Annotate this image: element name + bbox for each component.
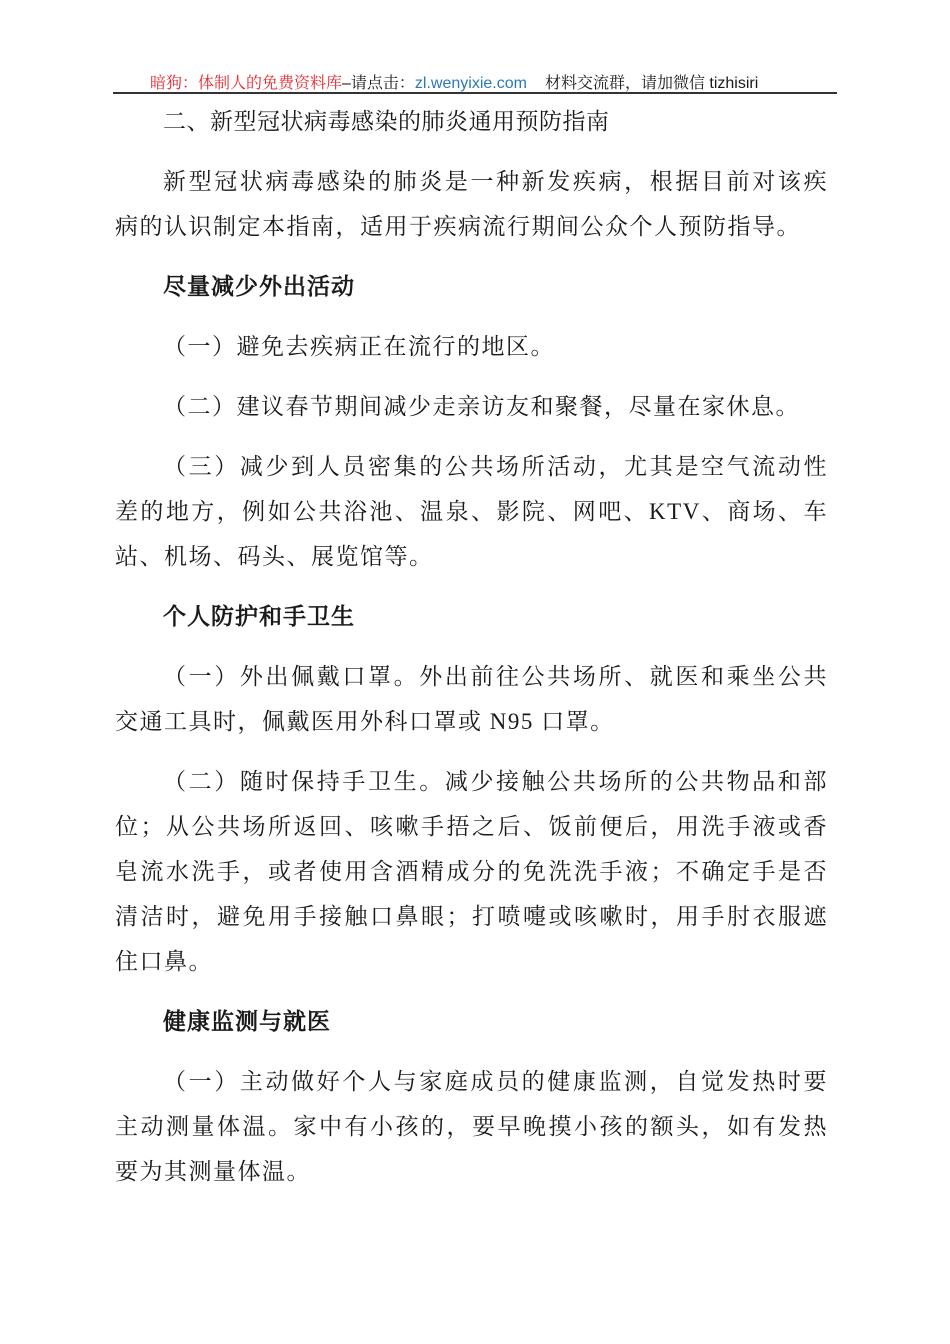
text-line: 皂流水洗手，或者使用含酒精成分的免洗洗手液；不确定手是否	[115, 859, 828, 884]
text-line: 交通工具时，佩戴医用外科口罩或 N95 口罩。	[115, 709, 615, 734]
text-line: （二）建议春节期间减少走亲访友和聚餐，尽量在家休息。	[163, 394, 800, 419]
text-line: 新型冠状病毒感染的肺炎是一种新发疾病，根据目前对该疾	[163, 169, 828, 194]
text-line: 要为其测量体温。	[115, 1159, 311, 1184]
section-title	[115, 99, 828, 144]
section-heading	[115, 594, 828, 639]
text-line: （一）主动做好个人与家庭成员的健康监测，自觉发热时要	[163, 1069, 828, 1094]
paragraph	[115, 384, 828, 429]
text-line: 位；从公共场所返回、咳嗽手捂之后、饭前便后，用洗手液或香	[115, 814, 828, 839]
text-line: 站、机场、码头、展览馆等。	[115, 544, 434, 569]
header-brand: 暗狗：体制人的免费资料库	[150, 75, 343, 92]
paragraph	[115, 654, 828, 744]
paragraph	[115, 1059, 828, 1194]
text-line: 清洁时，避免用手接触口鼻眼；打喷嚏或咳嗽时，用手肘衣服遮	[115, 904, 828, 929]
text-line: 尽量减少外出活动	[163, 274, 355, 299]
paragraph	[115, 159, 828, 249]
text-line: 二、新型冠状病毒感染的肺炎通用预防指南	[163, 108, 610, 134]
text-line: 病的认识制定本指南，适用于疾病流行期间公众个人预防指导。	[115, 214, 801, 239]
text-line: （三）减少到人员密集的公共场所活动，尤其是空气流动性	[163, 454, 828, 479]
text-line: 住口鼻。	[115, 949, 213, 974]
text-line: （二）随时保持手卫生。减少接触公共场所的公共物品和部	[163, 769, 828, 794]
paragraph	[115, 444, 828, 579]
header-link[interactable]: zl.wenyixie.com	[414, 75, 527, 92]
text-line: 主动测量体温。家中有小孩的，要早晚摸小孩的额头，如有发热	[115, 1114, 828, 1139]
header-wechat: 材料交流群，请加微信 tizhisiri	[544, 75, 759, 92]
page-header	[150, 70, 758, 93]
document-body	[115, 99, 828, 1194]
text-line: 健康监测与就医	[163, 1009, 331, 1034]
text-line: 个人防护和手卫生	[163, 604, 355, 629]
section-heading	[115, 999, 828, 1044]
header-divider	[113, 92, 837, 94]
text-line: （一）避免去疾病正在流行的地区。	[163, 334, 555, 359]
section-heading	[115, 264, 828, 309]
header-prompt: –请点击：	[342, 75, 415, 92]
text-line: （一）外出佩戴口罩。外出前往公共场所、就医和乘坐公共	[163, 664, 828, 689]
paragraph	[115, 759, 828, 984]
text-line: 差的地方，例如公共浴池、温泉、影院、网吧、KTV、商场、车	[115, 499, 828, 524]
paragraph	[115, 324, 828, 369]
